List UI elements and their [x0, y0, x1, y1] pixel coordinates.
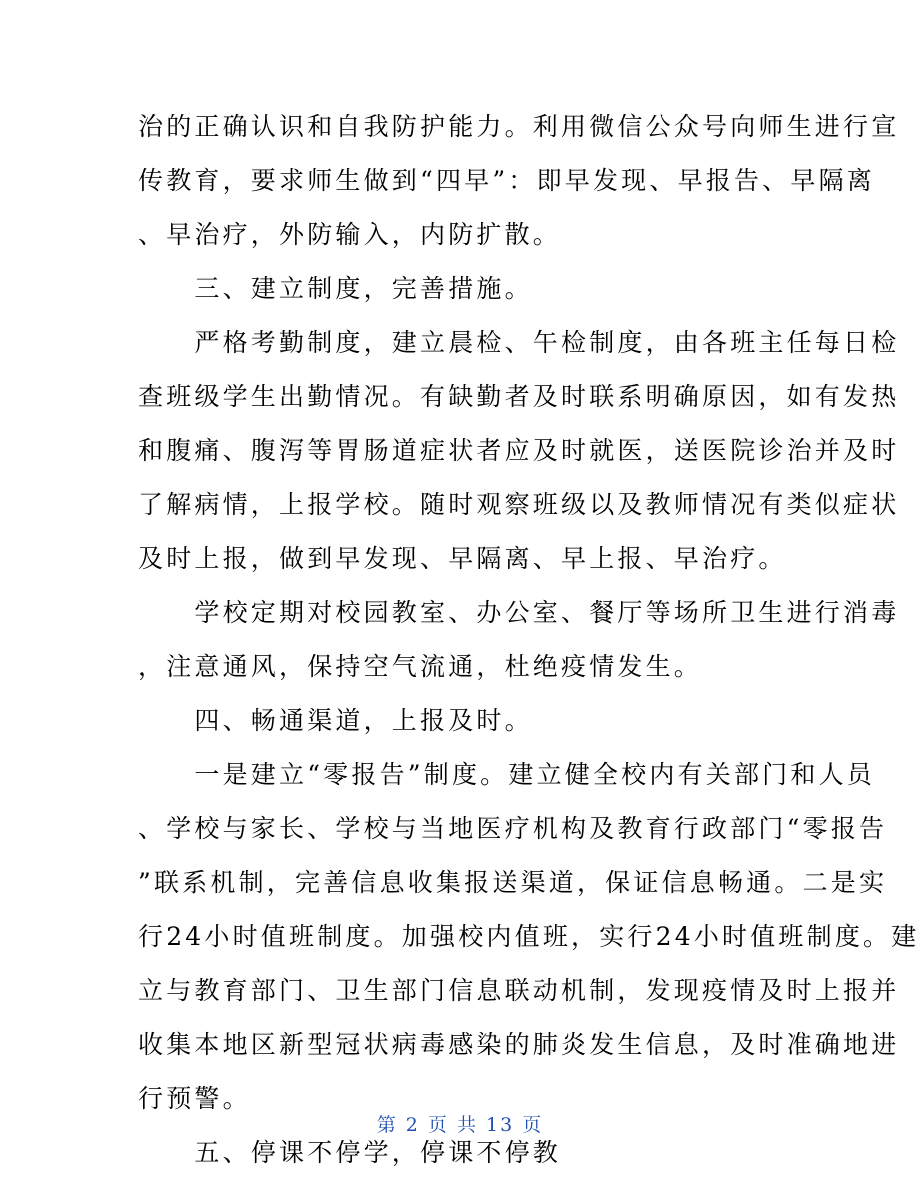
- text-line: 查班级学生出勤情况。有缺勤者及时联系明确原因，如有发热: [138, 382, 900, 411]
- text-line: 及时上报，做到早发现、早隔离、早上报、早治疗。: [138, 544, 787, 573]
- text-line: 一是建立“零报告”制度。建立健全校内有关部门和人员: [138, 760, 875, 789]
- text-line: 严格考勤制度，建立晨检、午检制度，由各班主任每日检: [138, 328, 900, 357]
- text-line: 收集本地区新型冠状病毒感染的肺炎发生信息，及时准确地进: [138, 1030, 900, 1059]
- footer-prefix: 第: [376, 1114, 398, 1136]
- document-body: [138, 100, 920, 1180]
- text-line: 立与教育部门、卫生部门信息联动机制，发现疫情及时上报并: [138, 976, 900, 1005]
- page-number-footer: [0, 1110, 920, 1137]
- text-line: 行24小时值班制度。加强校内值班，实行24小时值班制度。建: [138, 922, 920, 951]
- text-line: 行预警。: [138, 1084, 251, 1113]
- text-line: 、学校与家长、学校与当地医疗机构及教育行政部门“零报告: [138, 814, 888, 843]
- section-heading: 五、停课不停学，停课不停教: [138, 1138, 562, 1167]
- footer-middle: 页 共: [427, 1114, 478, 1136]
- text-line: ”联系机制，完善信息收集报送渠道，保证信息畅通。二是实: [138, 868, 888, 897]
- total-page-count: 13: [486, 1114, 515, 1136]
- section-heading: 四、畅通渠道，上报及时。: [138, 706, 533, 735]
- footer-suffix: 页: [522, 1114, 544, 1136]
- text-line: 、早治疗，外防输入，内防扩散。: [138, 220, 562, 249]
- text-line: ，注意通风，保持空气流通，杜绝疫情发生。: [138, 652, 703, 681]
- text-line: 治的正确认识和自我防护能力。利用微信公众号向师生进行宣: [138, 112, 900, 141]
- text-line: 学校定期对校园教室、办公室、餐厅等场所卫生进行消毒: [138, 598, 900, 627]
- section-heading: 三、建立制度，完善措施。: [138, 274, 533, 303]
- current-page-number: 2: [405, 1114, 420, 1136]
- text-line: 了解病情，上报学校。随时观察班级以及教师情况有类似症状: [138, 490, 900, 519]
- text-line: 和腹痛、腹泻等胃肠道症状者应及时就医，送医院诊治并及时: [138, 436, 900, 465]
- text-line: 传教育，要求师生做到“四早”：即早发现、早报告、早隔离: [138, 166, 875, 195]
